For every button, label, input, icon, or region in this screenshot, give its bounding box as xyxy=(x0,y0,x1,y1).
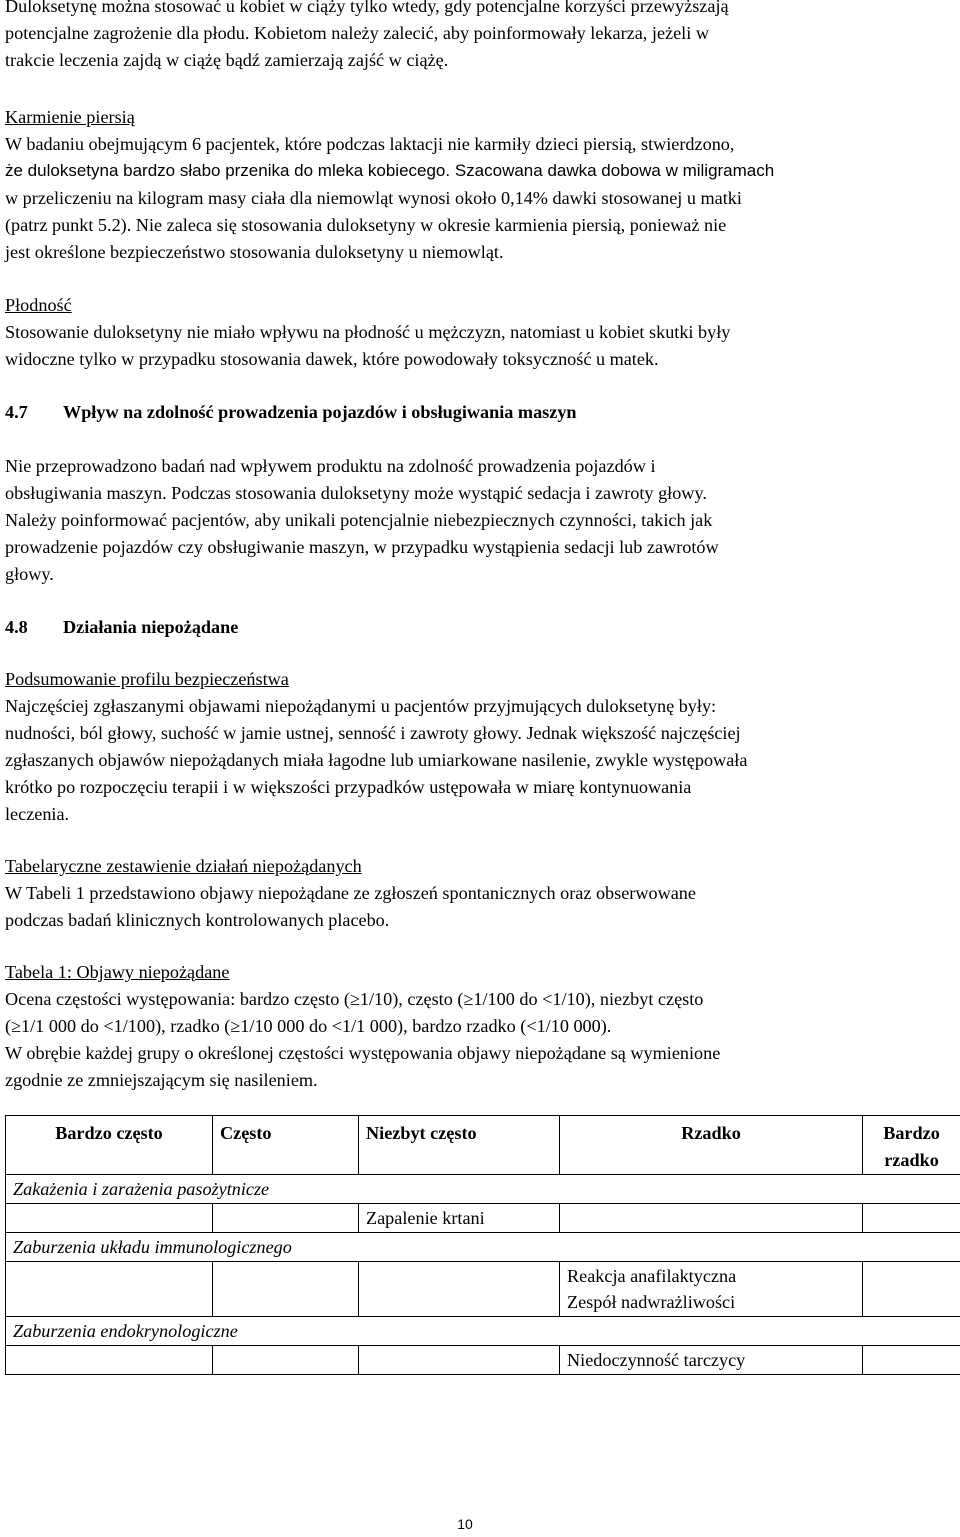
table-row xyxy=(6,1317,960,1346)
col-header-very-rare-line: rzadko xyxy=(884,1149,939,1170)
table-row xyxy=(6,1261,960,1317)
table-cell xyxy=(213,1261,359,1317)
text-line: potencjalne zagrożenie dla płodu. Kobietom należy zalecić, aby poinformowały lekarza, jeżeli w xyxy=(5,22,709,43)
text-line: że duloksetyna bardzo słabo przenika do mleka kobiecego. Szacowana dawka dobowa w miligramach xyxy=(5,160,775,180)
text-line: Duloksetynę można stosować u kobiet w ciąży tylko wtedy, gdy potencjalne korzyści przewyższają xyxy=(5,0,729,16)
breastfeeding-section xyxy=(5,104,935,265)
reaction-laryngitis: Zapalenie krtani xyxy=(359,1203,560,1232)
table-header-row xyxy=(6,1116,960,1175)
table-cell xyxy=(560,1203,863,1232)
soc-infections: Zakażenia i zarażenia pasożytnicze xyxy=(6,1174,960,1203)
section-number: 4.7 xyxy=(5,402,28,422)
section-title: Działania niepożądane xyxy=(63,617,239,637)
fertility-heading: Płodność xyxy=(5,295,72,315)
table-cell xyxy=(6,1261,213,1317)
text-line: Najczęściej zgłaszanymi objawami niepożądanymi u pacjentów przyjmujących duloksetynę były: xyxy=(5,695,717,716)
col-header-very-common: Bardzo często xyxy=(6,1116,213,1175)
table-cell xyxy=(6,1346,213,1375)
table-cell xyxy=(6,1203,213,1232)
text-line: podczas badań klinicznych kontrolowanych placebo. xyxy=(5,909,390,930)
tabulated-section xyxy=(5,853,935,934)
text-line: Ocena częstości występowania: bardzo często (≥1/10), często (≥1/100 do <1/10), niezbyt często xyxy=(5,988,704,1009)
text-line: nudności, ból głowy, suchość w jamie ustnej, senność i zawroty głowy. Jednak większość najczęściej xyxy=(5,722,741,743)
soc-endocrine: Zaburzenia endokrynologiczne xyxy=(6,1317,960,1346)
reaction-hypothyroidism: Niedoczynność tarczycy xyxy=(560,1346,863,1375)
breastfeeding-heading: Karmienie piersią xyxy=(5,107,135,127)
table-1-intro xyxy=(5,959,935,1094)
table-row xyxy=(6,1203,960,1232)
text-line: głowy. xyxy=(5,563,54,584)
text-line: w przeliczeniu na kilogram masy ciała dla niemowląt wynosi około 0,14% dawki stosowanej u matki xyxy=(5,187,742,208)
reaction-hypersensitivity: Zespół nadwrażliwości xyxy=(567,1292,736,1313)
table-cell xyxy=(863,1346,960,1375)
table-cell xyxy=(213,1203,359,1232)
col-header-uncommon: Niezbyt często xyxy=(359,1116,560,1175)
text-line: jest określone bezpieczeństwo stosowania duloksetyny u niemowląt. xyxy=(5,241,504,262)
col-header-very-rare xyxy=(863,1116,960,1175)
table-row xyxy=(6,1346,960,1375)
page-number: 10 xyxy=(457,1516,473,1532)
safety-summary-section xyxy=(5,666,935,827)
table-cell xyxy=(213,1346,359,1375)
section-4-7-paragraph xyxy=(5,453,935,588)
text-line: widoczne tylko w przypadku stosowania dawek, które powodowały toksyczność u matek. xyxy=(5,348,659,369)
text-line: zgodnie ze zmniejszającym się nasileniem. xyxy=(5,1069,318,1090)
text-line: krótko po rozpoczęciu terapii i w większości przypadków ustępowała w miarę kontynuowania xyxy=(5,776,692,797)
pregnancy-paragraph xyxy=(5,0,935,74)
tabulated-heading: Tabelaryczne zestawienie działań niepożądanych xyxy=(5,856,362,876)
text-line: W Tabeli 1 przedstawiono objawy niepożądane ze zgłoszeń spontanicznych oraz obserwowane xyxy=(5,882,696,903)
fertility-section xyxy=(5,292,935,373)
section-4-7-heading xyxy=(5,399,935,426)
section-title: Wpływ na zdolność prowadzenia pojazdów i obsługiwania maszyn xyxy=(63,402,577,422)
table-cell xyxy=(863,1261,960,1317)
section-4-8-heading xyxy=(5,614,935,641)
section-number: 4.8 xyxy=(5,617,28,637)
text-line: W obrębie każdej grupy o określonej częstości występowania objawy niepożądane są wymienione xyxy=(5,1042,721,1063)
reaction-anaphylactic: Reakcja anafilaktyczna xyxy=(567,1265,737,1286)
reaction-cell xyxy=(560,1261,863,1317)
text-line: trakcie leczenia zajdą w ciążę bądź zamierzają zajść w ciążę. xyxy=(5,49,449,70)
text-line: Nie przeprowadzono badań nad wpływem produktu na zdolność prowadzenia pojazdów i xyxy=(5,456,656,476)
soc-immune: Zaburzenia układu immunologicznego xyxy=(6,1232,960,1261)
text-line: Stosowanie duloksetyny nie miało wpływu na płodność u mężczyzn, natomiast u kobiet skutki były xyxy=(5,321,731,342)
table-cell xyxy=(359,1261,560,1317)
text-line: Należy poinformować pacjentów, aby unikali potencjalnie niebezpiecznych czynności, takich jak xyxy=(5,509,713,530)
col-header-rare: Rzadko xyxy=(560,1116,863,1175)
table-row xyxy=(6,1232,960,1261)
col-header-common: Często xyxy=(213,1116,359,1175)
text-line: prowadzenie pojazdów czy obsługiwanie maszyn, w przypadku wystąpienia sedacji lub zawrotów xyxy=(5,536,719,557)
text-line: W badaniu obejmującym 6 pacjentek, które podczas laktacji nie karmiły dzieci piersią, stwierdzono, xyxy=(5,133,735,154)
text-line: zgłaszanych objawów niepożądanych miała łagodne lub umiarkowane nasilenie, zwykle występowała xyxy=(5,749,748,770)
safety-summary-heading: Podsumowanie profilu bezpieczeństwa xyxy=(5,669,289,689)
table-cell xyxy=(359,1346,560,1375)
text-line: leczenia. xyxy=(5,803,70,824)
adverse-reactions-table xyxy=(5,1115,960,1375)
table-row xyxy=(6,1174,960,1203)
table-cell xyxy=(863,1203,960,1232)
col-header-very-rare-line: Bardzo xyxy=(883,1123,940,1143)
text-line: (patrz punkt 5.2). Nie zaleca się stosowania duloksetyny w okresie karmienia piersią, ponieważ nie xyxy=(5,214,727,235)
table-1-heading: Tabela 1: Objawy niepożądane xyxy=(5,962,230,982)
text-line: obsługiwania maszyn. Podczas stosowania duloksetyny może wystąpić sedacja i zawroty głowy. xyxy=(5,482,707,503)
text-line: (≥1/1 000 do <1/100), rzadko (≥1/10 000 do <1/1 000), bardzo rzadko (<1/10 000). xyxy=(5,1015,612,1036)
